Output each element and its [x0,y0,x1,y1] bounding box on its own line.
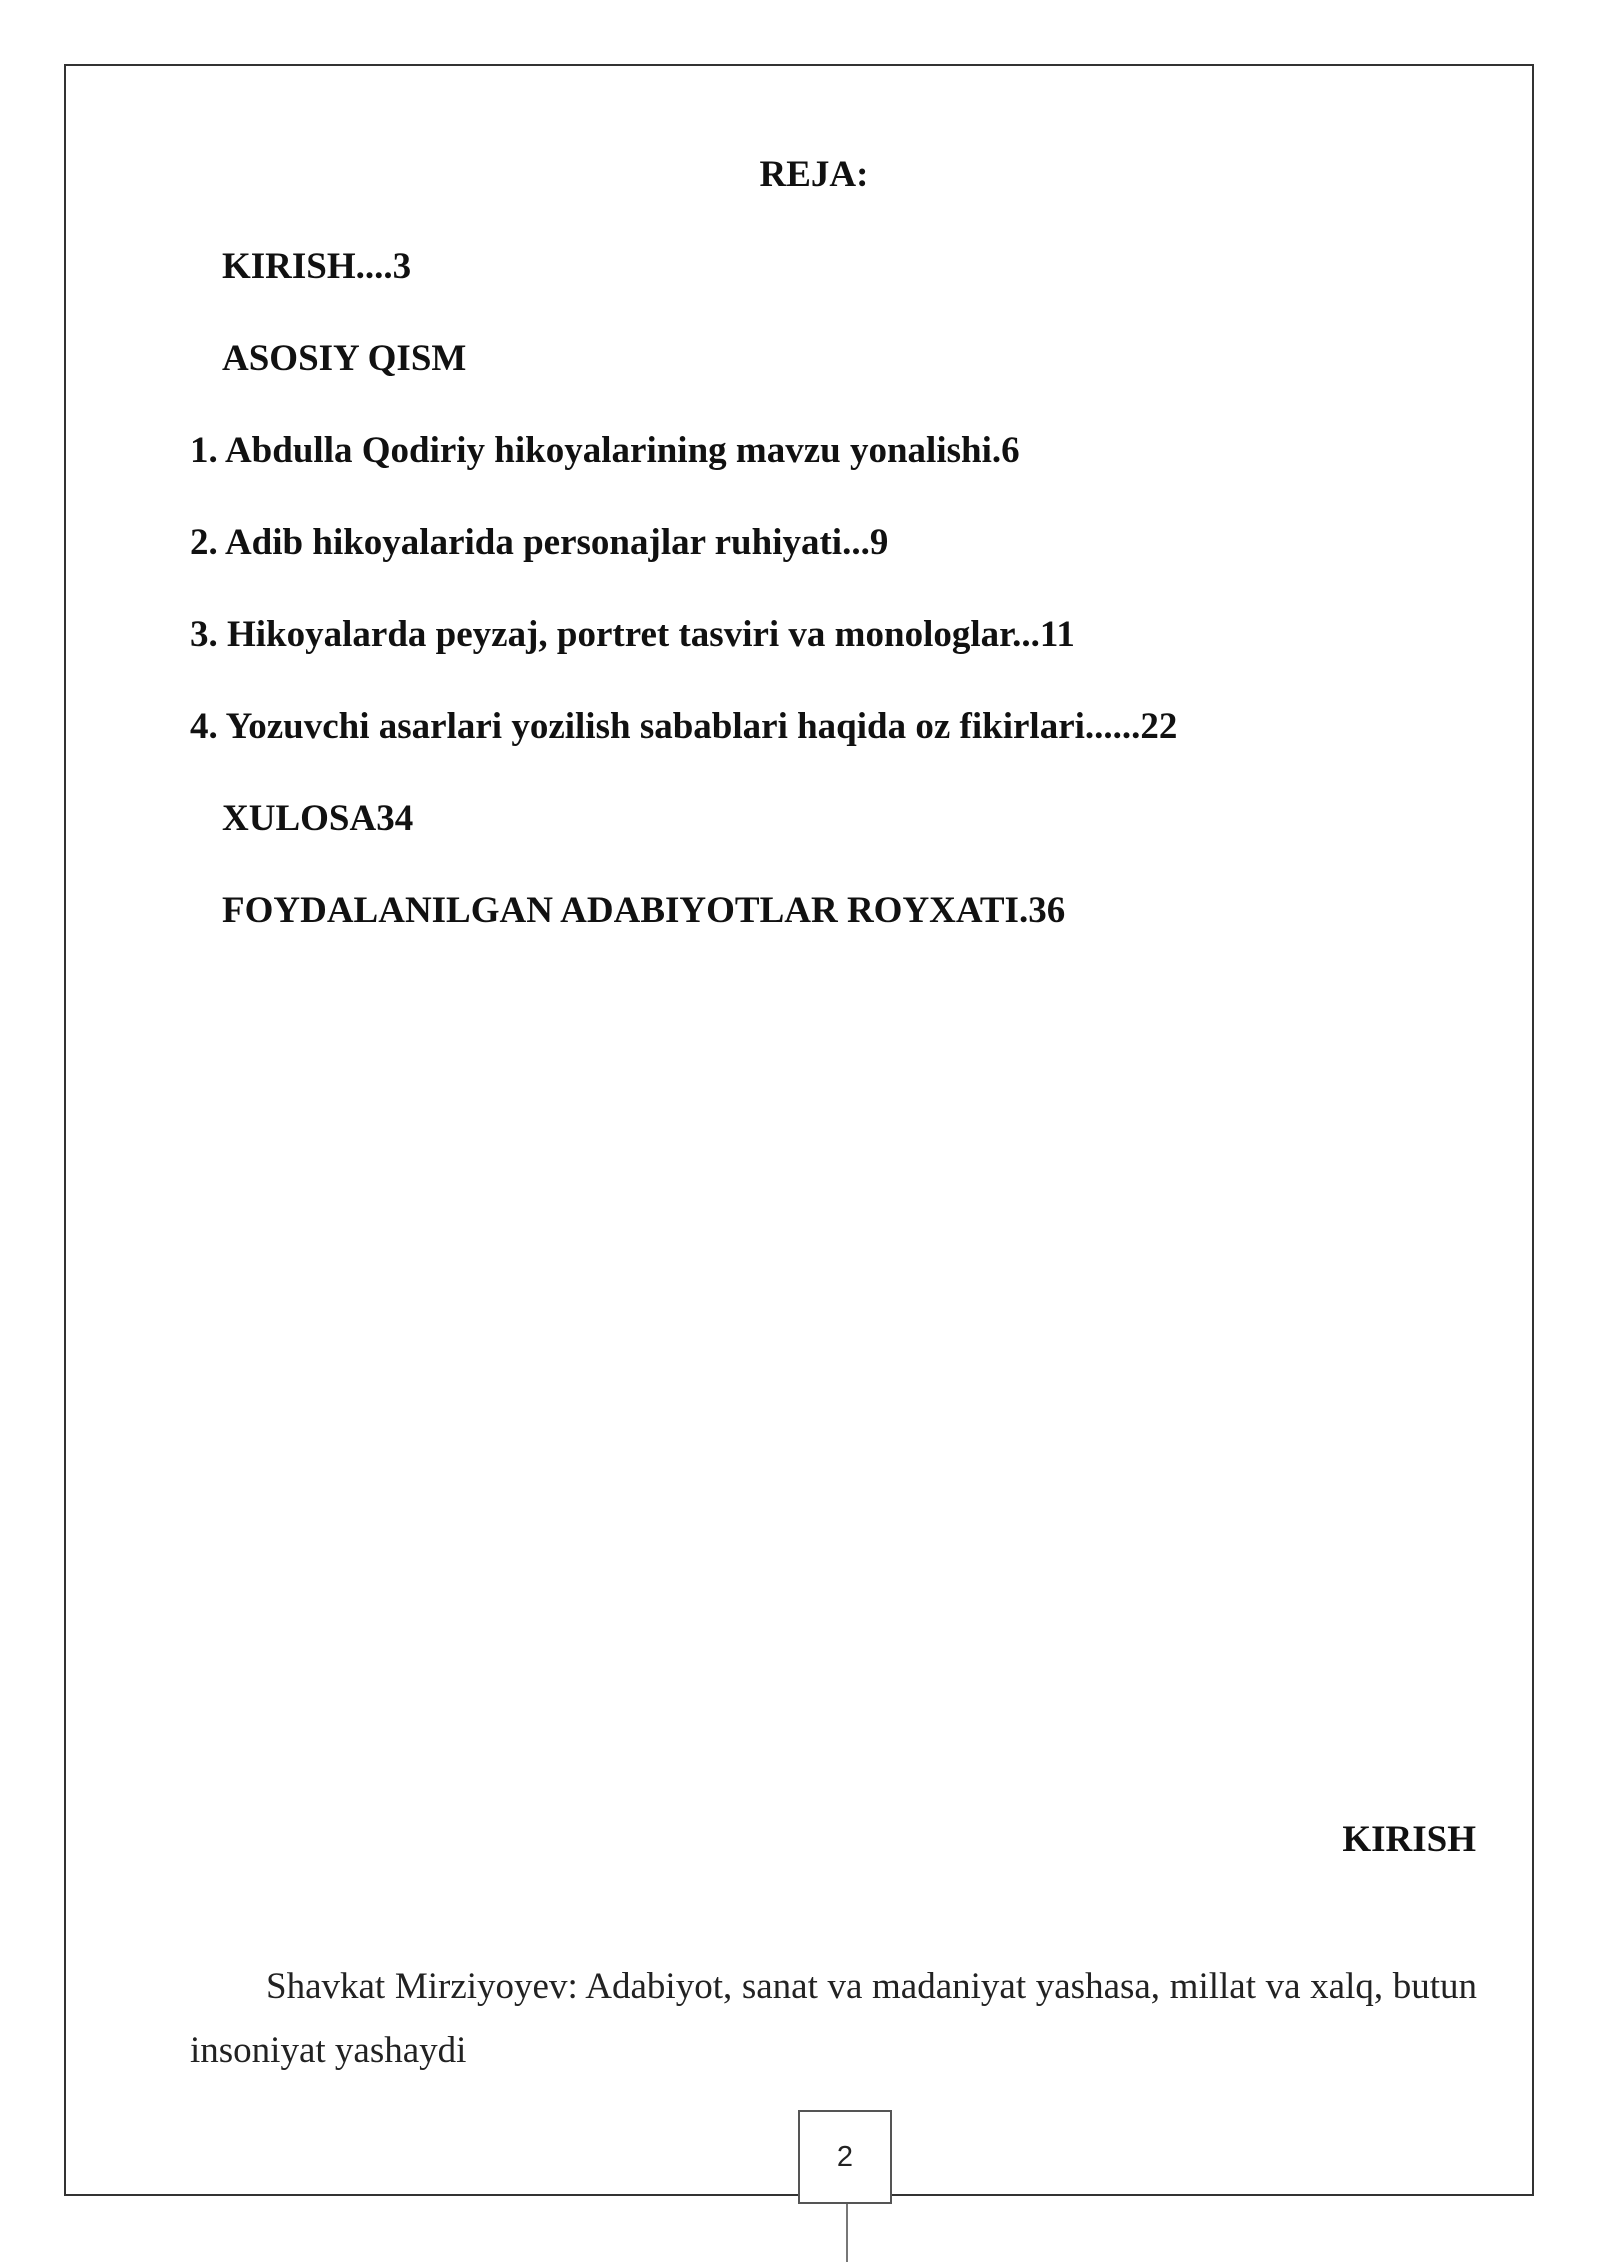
plan-title: REJA: [759,154,869,195]
toc-item-chapter-1: 1. Abdulla Qodiriy hikoyalarining mavzu yonalishi.6 [190,430,1020,471]
toc-item-introduction: KIRISH....3 [222,246,412,287]
introduction-paragraph: Shavkat Mirziyoyev: Adabiyot, sanat va madaniyat yashasa, millat va xalq, butun insoniyat yashaydi [190,1966,1477,2071]
page-number-connector-line [846,2204,848,2262]
toc-item-chapter-4: 4. Yozuvchi asarlari yozilish sabablari haqida oz fikirlari......22 [190,706,1178,747]
toc-item-main-part: ASOSIY QISM [222,338,467,379]
toc-item-conclusion: XULOSA34 [222,798,414,839]
introduction-heading: KIRISH [1342,1819,1476,1860]
toc-item-chapter-3: 3. Hikoyalarda peyzaj, portret tasviri va monologlar...11 [190,614,1075,655]
page-number: 2 [798,2110,892,2204]
toc-item-chapter-2: 2. Adib hikoyalarida personajlar ruhiyati...9 [190,522,889,563]
toc-item-references: FOYDALANILGAN ADABIYOTLAR ROYXATI.36 [222,890,1066,931]
